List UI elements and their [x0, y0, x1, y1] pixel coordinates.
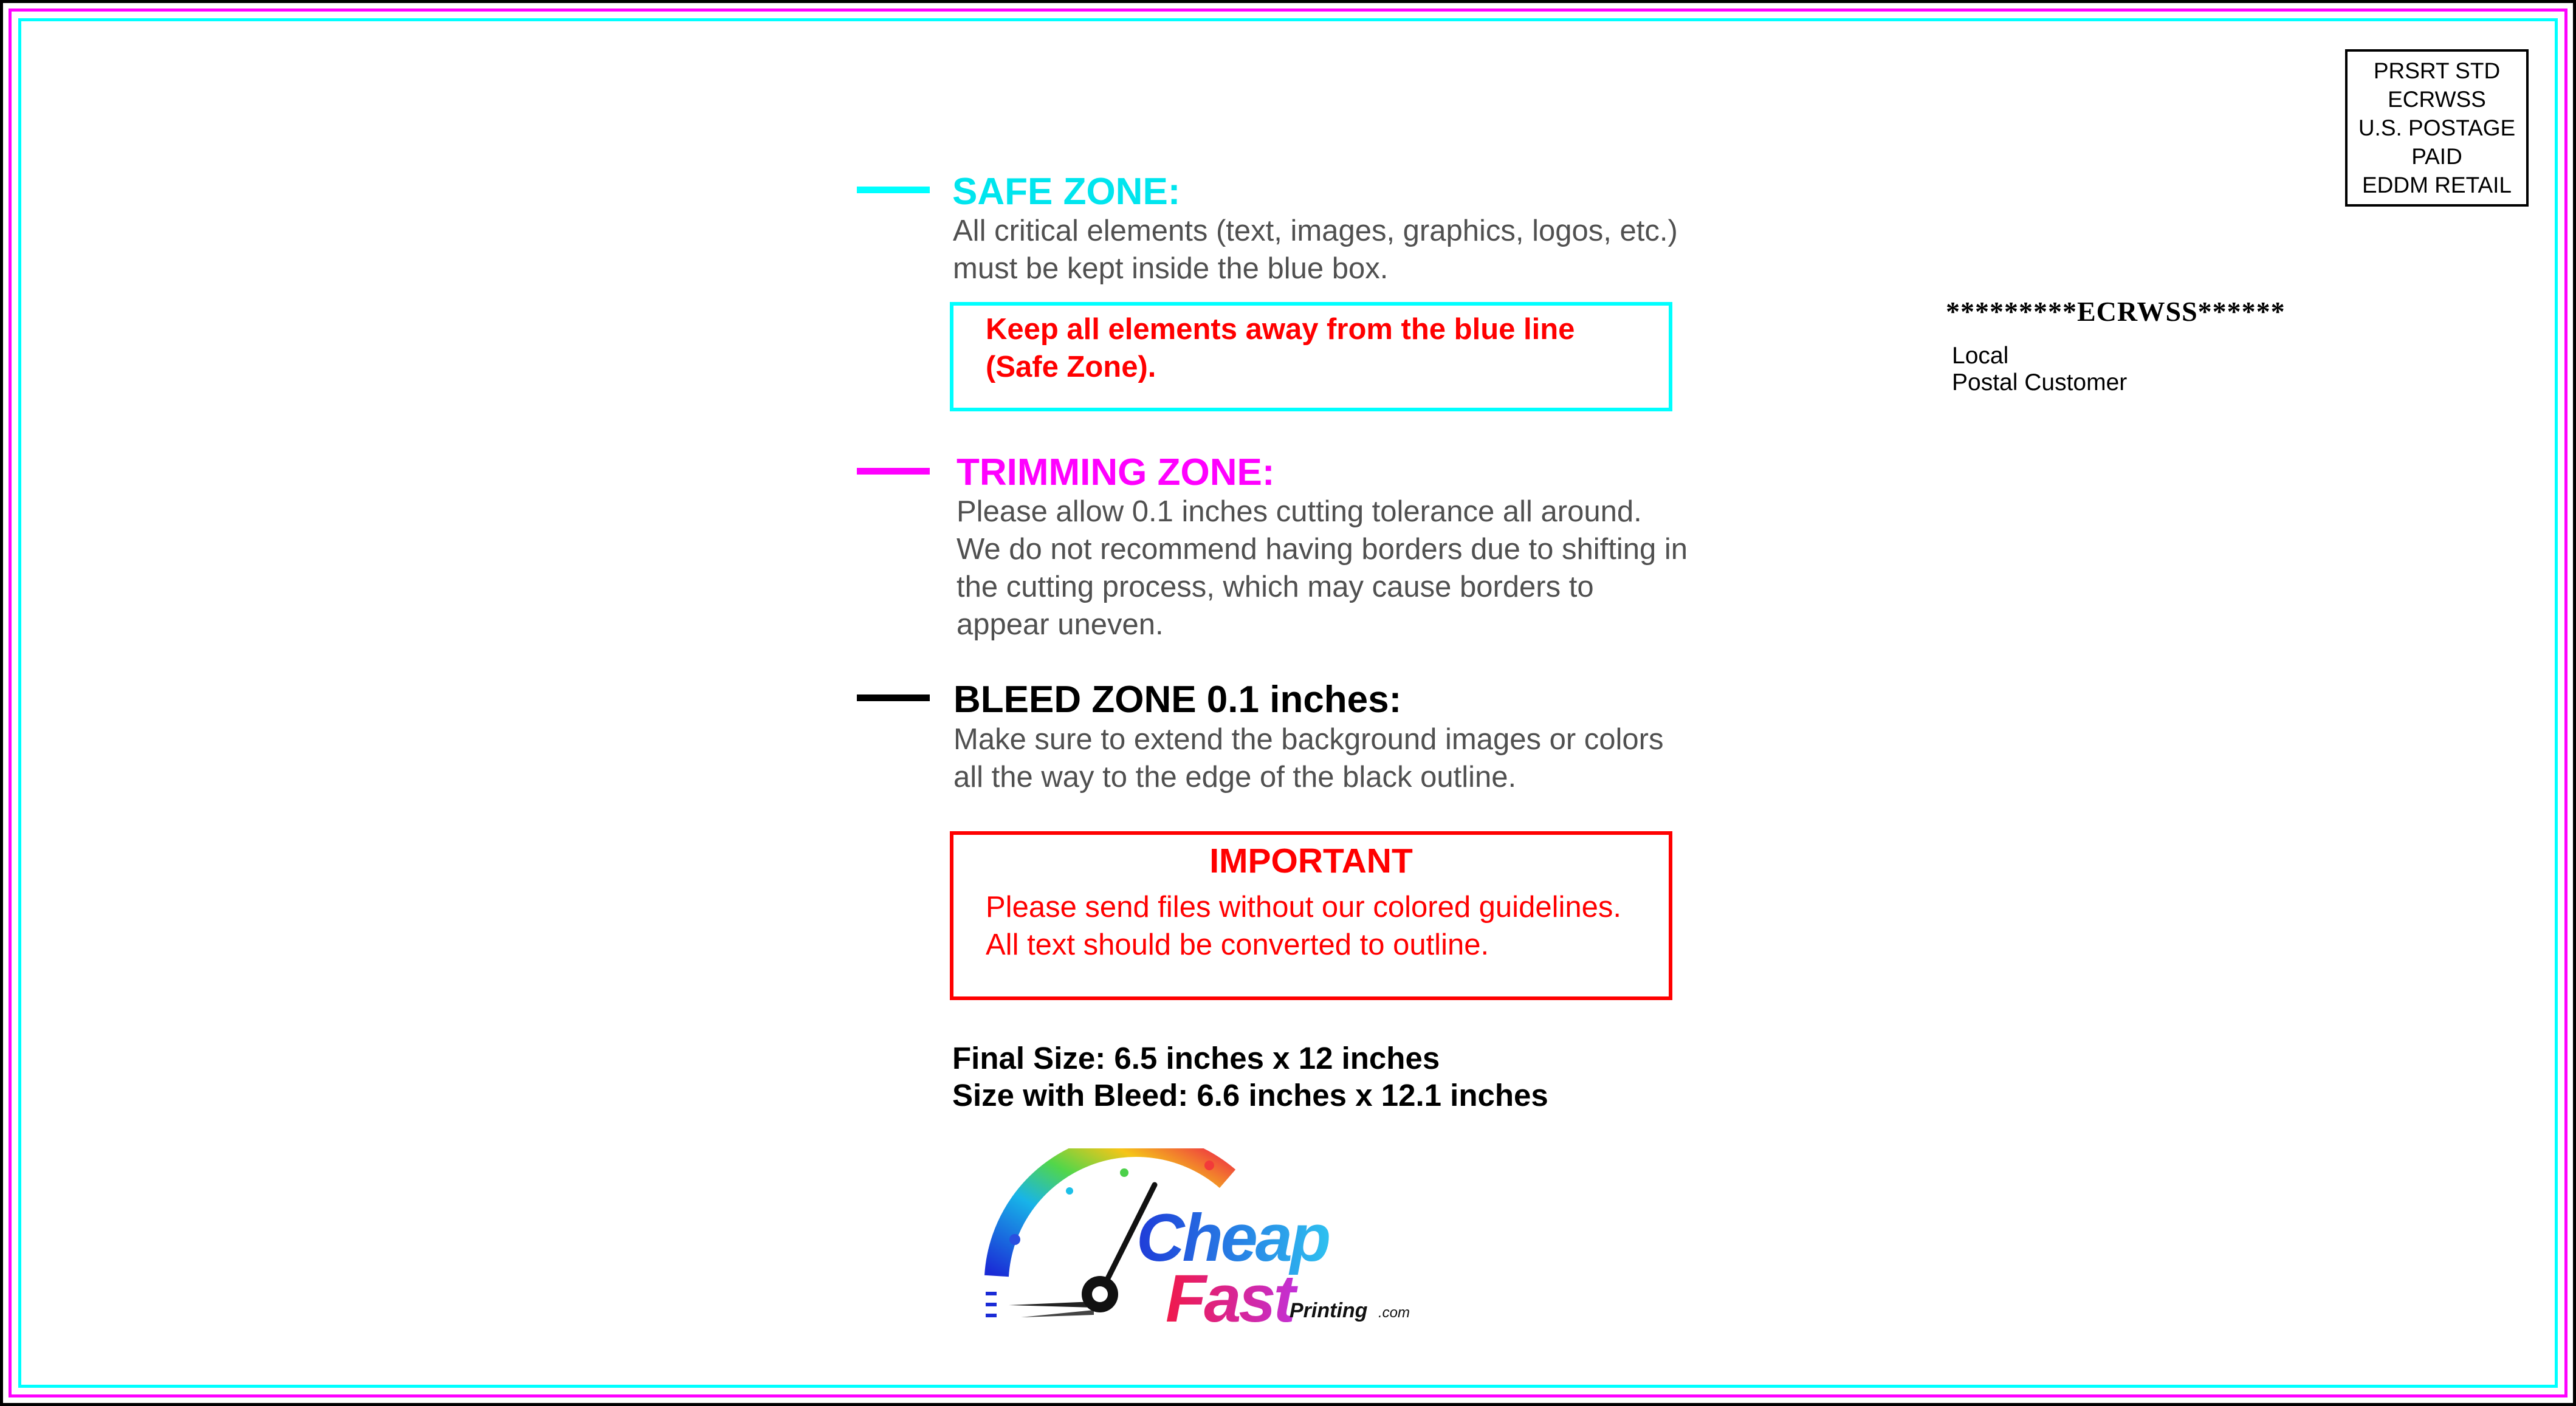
- safe-zone-line-1: All critical elements (text, images, graphics, logos, etc.): [953, 214, 1678, 247]
- safe-note-line-1: Keep all elements away from the blue line: [986, 313, 1575, 346]
- important-line-2: All text should be converted to outline.: [986, 928, 1489, 961]
- bleed-zone-line-1: Make sure to extend the background images or colors: [953, 723, 1664, 756]
- important-line-1: Please send files without our colored guidelines.: [986, 891, 1621, 924]
- bleed-zone-marker: [857, 694, 930, 701]
- speed-streak: [1009, 1301, 1094, 1308]
- safe-zone-title: SAFE ZONE:: [952, 171, 1181, 213]
- logo-word-printing: Printing: [1290, 1299, 1368, 1322]
- address-line-1: Local: [1952, 343, 2009, 369]
- gauge-tick: [986, 1303, 997, 1306]
- safe-zone-line-2: must be kept inside the blue box.: [953, 252, 1389, 285]
- bleed-zone-line-2: all the way to the edge of the black outline.: [953, 761, 1517, 794]
- trimming-zone-line-1: Please allow 0.1 inches cutting tolerance all around.: [957, 495, 1642, 528]
- final-size: Final Size: 6.5 inches x 12 inches: [952, 1041, 1440, 1075]
- paint-splash: [1066, 1187, 1073, 1195]
- bleed-size: Size with Bleed: 6.6 inches x 12.1 inches: [952, 1078, 1548, 1113]
- logo-suffix: .com: [1378, 1305, 1410, 1321]
- logo-word-cheap: Cheap: [1136, 1201, 1329, 1275]
- paint-splash: [1120, 1168, 1128, 1177]
- bleed-zone-title: BLEED ZONE 0.1 inches:: [953, 679, 1402, 721]
- trimming-zone-marker: [857, 468, 930, 475]
- trimming-zone-line-2: We do not recommend having borders due to shifting in: [957, 533, 1688, 566]
- postage-indicia: [2345, 49, 2529, 207]
- trimming-zone-line-3: the cutting process, which may cause borders to: [957, 571, 1594, 603]
- paint-splash: [1204, 1161, 1214, 1170]
- logo-word-fast: Fast: [1166, 1261, 1294, 1331]
- gauge-tick: [986, 1292, 997, 1295]
- trimming-zone-line-4: appear uneven.: [957, 608, 1164, 641]
- indicia-line: PAID: [2411, 144, 2462, 169]
- safe-zone-marker: [857, 187, 930, 193]
- safe-note-line-2: (Safe Zone).: [986, 351, 1156, 383]
- indicia-line: ECRWSS: [2388, 87, 2486, 112]
- cheap-fast-printing-logo: [972, 1148, 1410, 1331]
- indicia-line: PRSRT STD: [2373, 58, 2501, 83]
- indicia-line: EDDM RETAIL: [2361, 173, 2512, 197]
- gauge-hub-inner: [1092, 1286, 1108, 1302]
- trimming-zone-title: TRIMMING ZONE:: [957, 451, 1275, 493]
- address-line-2: Postal Customer: [1952, 369, 2128, 396]
- paint-splash: [1009, 1234, 1020, 1245]
- indicia-line: U.S. POSTAGE: [2358, 115, 2516, 140]
- speed-streak: [1021, 1310, 1094, 1317]
- important-title: IMPORTANT: [1209, 842, 1413, 880]
- ecrwss-line: *********ECRWSS******: [1946, 296, 2286, 327]
- gauge-tick: [986, 1314, 997, 1317]
